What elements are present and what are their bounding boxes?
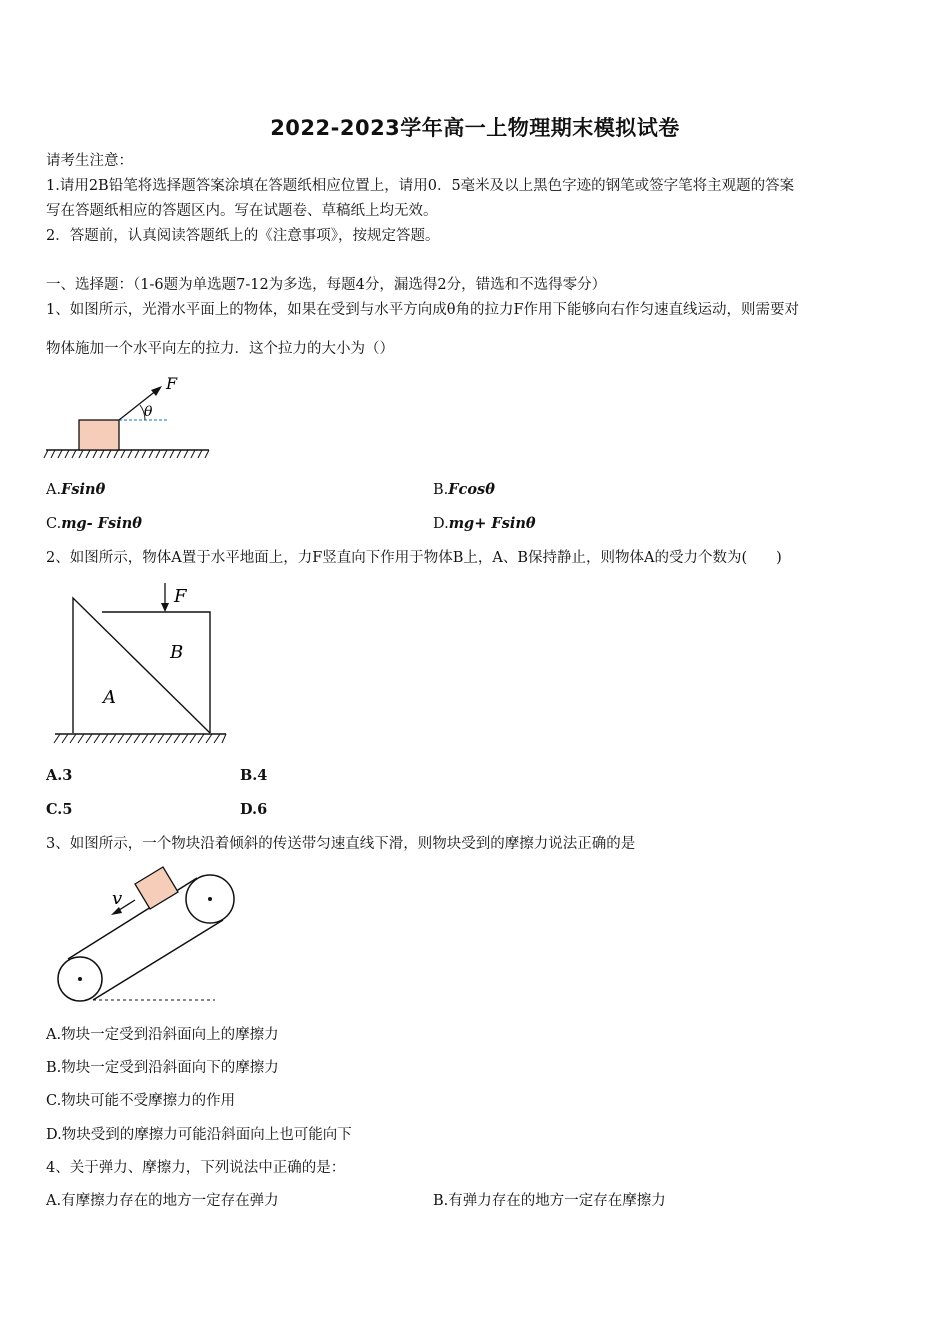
page-title: 2022-2023学年高一上物理期末模拟试卷: [270, 116, 680, 140]
notice-item-2: 2．答题前，认真阅读答题纸上的《注意事项》，按规定答题。: [46, 228, 440, 244]
q1-stem-line2: 物体施加一个水平向左的拉力．这个拉力的大小为（）: [46, 341, 394, 357]
q4-stem: 4、关于弹力、摩擦力，下列说法中正确的是：: [46, 1160, 346, 1176]
q3-option-b: B.物块一定受到沿斜面向下的摩擦力: [46, 1060, 279, 1076]
q1-block: [79, 420, 119, 450]
q1-option-b: B.Fcosθ: [433, 481, 495, 498]
notice-heading: 请考生注意：: [46, 153, 133, 169]
q2-label-b: B: [170, 642, 184, 663]
q1-option-c: C.mg- Fsinθ: [46, 515, 142, 532]
q2-stem: 2、如图所示，物体A置于水平地面上，力F竖直向下作用于物体B上，A、B保持静止，则物体A的受力个数为( ): [46, 550, 782, 566]
q3-velocity-label: v: [112, 888, 123, 909]
q1-force-label: F: [166, 374, 178, 393]
q2-option-a: A.3: [46, 767, 73, 784]
notice-item-1-cont: 写在答题纸相应的答题区内。写在试题卷、草稿纸上均无效。: [46, 203, 438, 219]
q2-force-label: F: [174, 586, 187, 607]
q3-option-a: A.物块一定受到沿斜面向上的摩擦力: [46, 1027, 279, 1043]
q1-option-d: D.mg+ Fsinθ: [433, 515, 536, 532]
q2-option-d: D.6: [240, 801, 268, 818]
q2-label-a: A: [103, 687, 116, 708]
section-heading: 一、选择题：（1-6题为单选题7-12为多选，每题4分，漏选得2分，错选和不选得零分）: [46, 277, 607, 293]
q3-option-d: D.物块受到的摩擦力可能沿斜面向上也可能向下: [46, 1127, 352, 1143]
q3-stem: 3、如图所示，一个物块沿着倾斜的传送带匀速直线下滑，则物块受到的摩擦力说法正确的是: [46, 836, 636, 852]
q1-option-a: A.Fsinθ: [46, 481, 106, 498]
q3-figure: [50, 862, 240, 1007]
q1-angle-label: θ: [144, 404, 153, 420]
q2-option-c: C.5: [46, 801, 73, 818]
notice-item-1: 1.请用2B铅笔将选择题答案涂填在答题纸相应位置上，请用0．5毫米及以上黑色字迹的钢笔或签字笔将主观题的答案: [46, 178, 795, 194]
q4-option-a: A.有摩擦力存在的地方一定存在弹力: [46, 1193, 279, 1209]
q1-stem-line1: 1、如图所示，光滑水平面上的物体，如果在受到与水平方向成θ角的拉力F作用下能够向右作匀速直线运动，则需要对: [46, 302, 800, 318]
q2-figure: [50, 580, 230, 750]
q2-option-b: B.4: [240, 767, 268, 784]
q4-option-b: B.有弹力存在的地方一定存在摩擦力: [433, 1193, 666, 1209]
q3-option-c: C.物块可能不受摩擦力的作用: [46, 1093, 236, 1109]
q1-figure: [44, 372, 214, 464]
q3-block: [135, 867, 178, 909]
